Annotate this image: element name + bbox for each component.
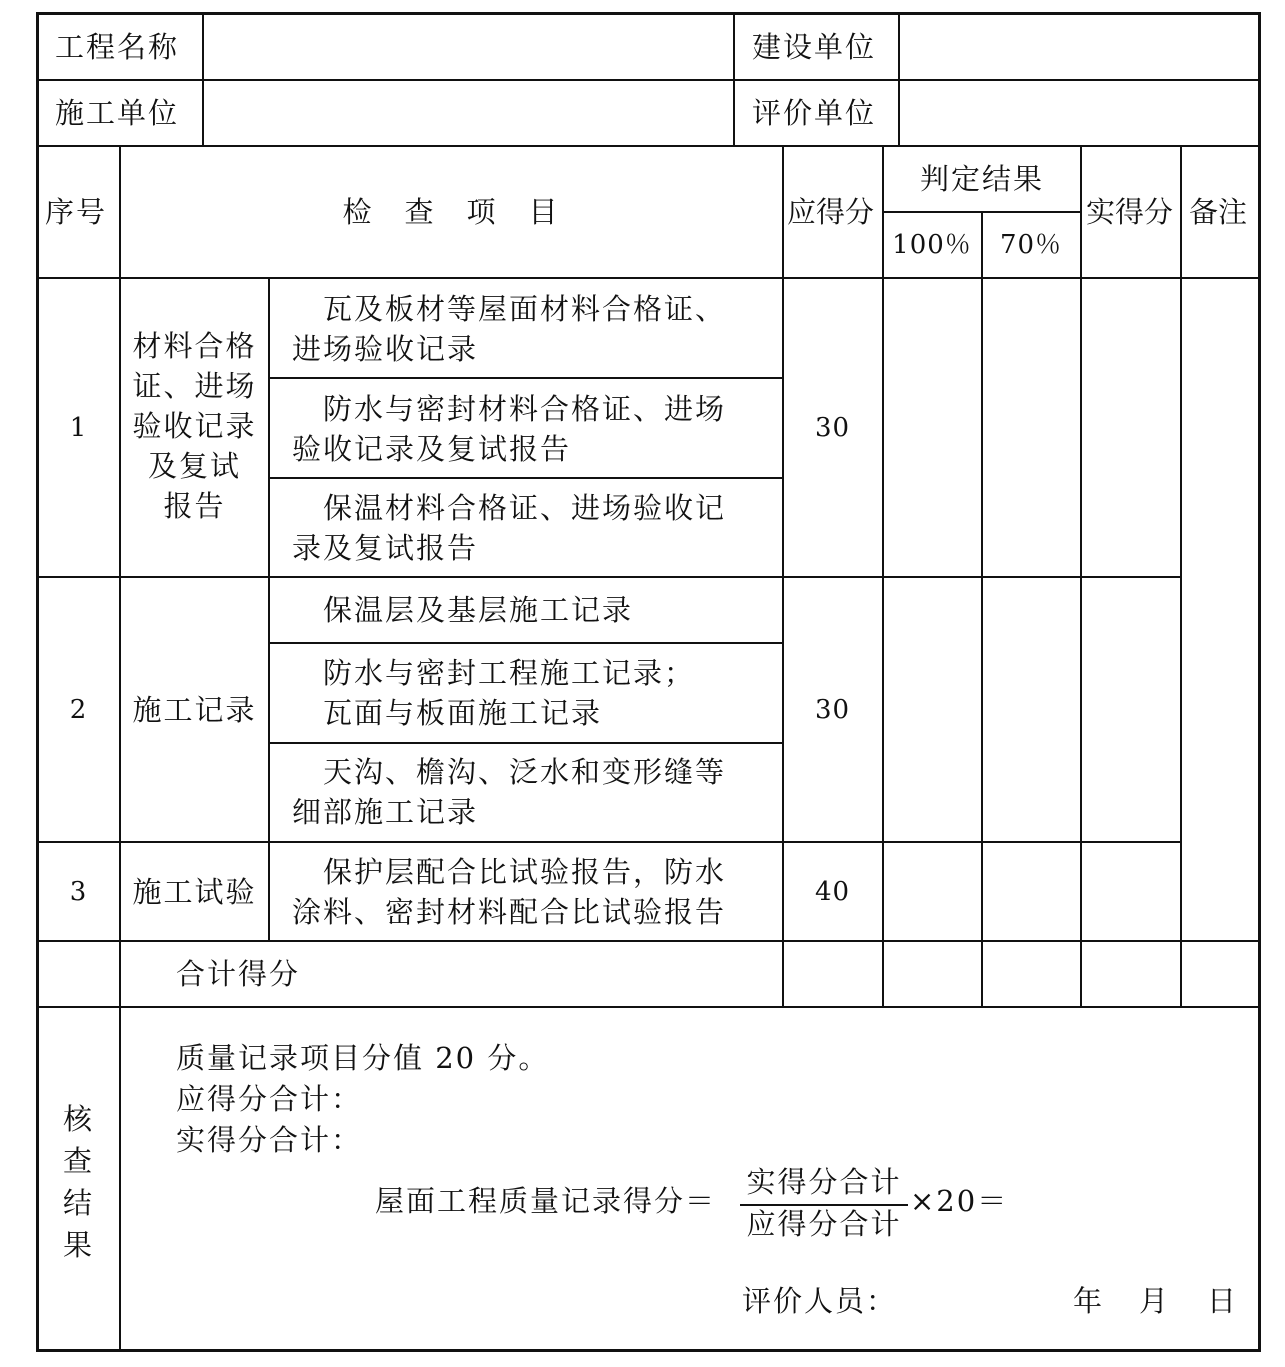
due-score-value: 40 xyxy=(814,877,851,907)
review-due-total: 应得分合计： xyxy=(176,1082,363,1116)
frame-bottom xyxy=(37,1349,1260,1352)
col-due-score: 应得分 xyxy=(787,195,875,229)
review-actual-total: 实得分合计： xyxy=(176,1123,363,1157)
evaluator-label: 评价单位 xyxy=(752,96,877,130)
frame-right xyxy=(1258,12,1261,1352)
date-day: 日 xyxy=(1207,1284,1239,1318)
check-item: 保护层配合比试验报告，防水 涂料、密封材料配合比试验报告 xyxy=(292,855,727,929)
frame-top xyxy=(37,12,1260,15)
formula-numerator: 实得分合计 xyxy=(746,1165,902,1199)
col-remark: 备注 xyxy=(1189,195,1248,229)
hline xyxy=(37,277,1260,279)
col-item: 检 查 项 目 xyxy=(342,195,560,229)
vline xyxy=(202,13,204,146)
col-pct-100: 100％ xyxy=(892,230,972,260)
hline xyxy=(37,576,1182,578)
total-score-label: 合计得分 xyxy=(176,957,301,991)
check-item: 保温材料合格证、进场验收记 录及复试报告 xyxy=(292,491,727,565)
col-pct-70: 70％ xyxy=(999,230,1063,260)
hline xyxy=(37,1006,1260,1008)
due-score-value: 30 xyxy=(814,695,851,725)
vline xyxy=(1080,146,1082,1007)
review-score-note: 质量记录项目分值 20 分。 xyxy=(176,1041,550,1075)
formula-denominator: 应得分合计 xyxy=(746,1207,902,1241)
hline xyxy=(269,377,783,379)
group-category: 施工试验 xyxy=(132,875,257,909)
hline xyxy=(37,841,1182,843)
col-actual-score: 实得分 xyxy=(1086,195,1174,229)
check-item: 保温层及基层施工记录 xyxy=(292,593,634,627)
group-seq: 1 xyxy=(69,413,88,443)
check-item: 防水与密封工程施工记录； 瓦面与板面施工记录 xyxy=(292,656,696,730)
check-item: 天沟、檐沟、泛水和变形缝等 细部施工记录 xyxy=(292,755,727,829)
col-judgement: 判定结果 xyxy=(919,162,1044,196)
group-category: 施工记录 xyxy=(132,693,257,727)
group-category: 材料合格 证、进场 验收记录 及复试 报告 xyxy=(132,329,257,523)
vline xyxy=(981,212,983,1007)
vline xyxy=(268,278,270,941)
contractor-label: 施工单位 xyxy=(55,96,180,130)
formula-suffix: ×20＝ xyxy=(910,1184,1009,1218)
hline xyxy=(269,742,783,744)
group-seq: 3 xyxy=(69,877,88,907)
date-year: 年 xyxy=(1073,1284,1105,1318)
hline xyxy=(37,79,1260,81)
vline xyxy=(882,146,884,1007)
hline xyxy=(37,145,1260,147)
evaluator-person-label: 评价人员： xyxy=(742,1284,898,1318)
date-month: 月 xyxy=(1139,1284,1171,1318)
hline xyxy=(269,642,783,644)
group-seq: 2 xyxy=(69,695,88,725)
vline xyxy=(1180,146,1182,1007)
vline xyxy=(733,13,735,146)
review-label: 核 查 结 果 xyxy=(62,1102,94,1262)
col-seq: 序号 xyxy=(45,195,108,229)
formula-prefix: 屋面工程质量记录得分＝ xyxy=(375,1184,717,1218)
vline xyxy=(898,13,900,146)
check-item: 防水与密封材料合格证、进场 验收记录及复试报告 xyxy=(292,392,727,466)
hline xyxy=(269,477,783,479)
hline xyxy=(37,940,1260,942)
due-score-value: 30 xyxy=(814,413,851,443)
builder-label: 建设单位 xyxy=(752,30,877,64)
project-name-label: 工程名称 xyxy=(55,30,180,64)
check-item: 瓦及板材等屋面材料合格证、 进场验收记录 xyxy=(292,292,727,366)
